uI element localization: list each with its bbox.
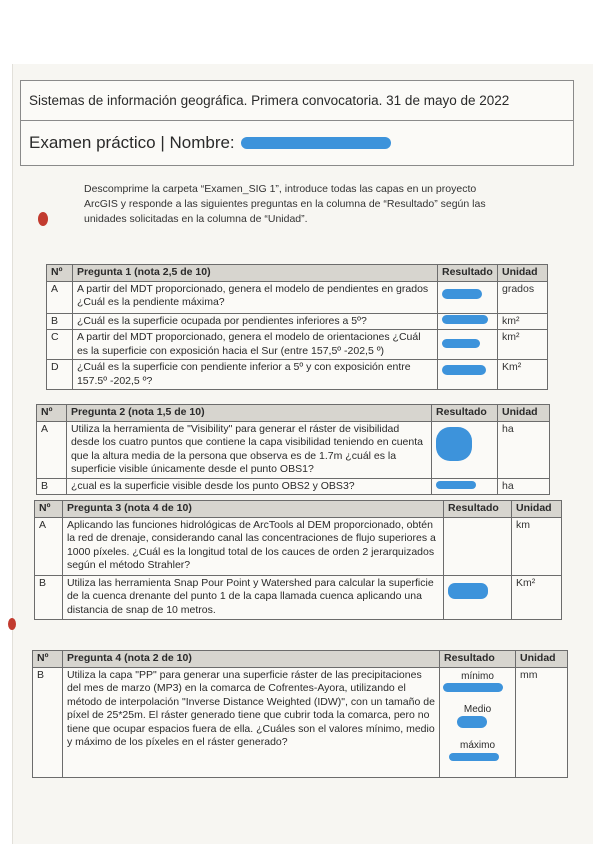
question-3-title: Pregunta 3 (nota 4 de 10) [62,501,443,518]
question-4-table [32,650,568,778]
question-text: ¿Cuál es la superficie ocupada por pendientes inferiores a 5º? [72,313,437,330]
unit-cell: km² [497,330,547,360]
col-result: Resultado [432,405,498,422]
col-unit: Unidad [516,651,568,668]
col-unit: Unidad [497,265,547,282]
answer-redaction [448,583,488,599]
row-id: B [33,667,63,777]
answer-redaction [442,365,486,375]
unit-cell: mm [516,667,568,777]
maximum-redaction [449,753,499,761]
unit-cell: km [512,517,562,575]
unit-cell: Km² [512,575,562,619]
question-4-title: Pregunta 4 (nota 2 de 10) [62,651,439,668]
row-id: D [47,360,73,390]
result-cell [438,281,498,313]
question-text: ¿cual es la superficie visible desde los punto OBS2 y OBS3? [66,478,431,495]
col-result: Resultado [444,501,512,518]
question-text: Utiliza la capa "PP" para generar una superficie ráster de las precipitaciones del mes de marzo (MP3) en la comarca de Cofrentes-Ayora, utilizando el método de interpolación "Inverse Distance Weighted (IDW)", con un tamaño de píxel de 25*25m. El ráster generado tiene que cubrir toda la comarca, pero no tiene que ocupar espacios fuera de ella. ¿Cuáles son el valores mínimo, medio y máximo de los píxeles en el ráster generado? [62,667,439,777]
mean-redaction [457,716,487,728]
result-cell [440,667,516,777]
question-text: A partir del MDT proporcionado, genera el modelo de orientaciones ¿Cuál es la superficie con exposición hacia el Sur (entre 157,5º -202,5 º) [72,330,437,360]
answer-redaction [442,339,480,348]
row-id: A [37,421,67,478]
row-id: A [35,517,63,575]
header-name-box [20,120,574,166]
result-cell [432,421,498,478]
col-unit: Unidad [512,501,562,518]
unit-cell: ha [498,421,550,478]
exam-name-label: Examen práctico | Nombre: [29,133,235,152]
row-id: C [47,330,73,360]
unit-cell: ha [498,478,550,495]
answer-redaction [436,427,472,461]
question-text: ¿Cuál es la superficie con pendiente inferior a 5º y con exposición entre 157.5º -202,5 º? [72,360,437,390]
result-cell [444,575,512,619]
header-title: Sistemas de información geográfica. Primera convocatoria. 31 de mayo de 2022 [29,93,510,108]
punch-hole-bottom [8,618,16,630]
result-cell [438,360,498,390]
row-id: B [47,313,73,330]
question-2-title: Pregunta 2 (nota 1,5 de 10) [66,405,431,422]
question-text: A partir del MDT proporcionado, genera el modelo de pendientes en grados ¿Cuál es la pendiente máxima? [72,281,437,313]
answer-redaction [442,289,482,299]
header-title-box [20,80,574,122]
row-id: B [35,575,63,619]
result-cell [438,330,498,360]
question-1-table [46,264,548,390]
col-result: Resultado [438,265,498,282]
instructions: Descomprime la carpeta “Examen_SIG 1”, introduce todas las capas en un proyecto ArcGIS y responde a las siguientes preguntas en la columna de “Resultado” según las unidades solicitadas en la columna de “Unidad”. [84,183,486,225]
name-redaction [241,137,391,149]
punch-hole-top [38,212,48,226]
answer-redaction [442,315,488,324]
minimum-label: mínimo [461,670,494,682]
row-id: B [37,478,67,495]
question-3-table [34,500,562,620]
row-id: A [47,281,73,313]
result-cell [432,478,498,495]
col-num: Nº [37,405,67,422]
question-2-table [36,404,550,495]
col-unit: Unidad [498,405,550,422]
result-cell [438,313,498,330]
col-num: Nº [47,265,73,282]
mean-label: Medio [463,703,492,715]
unit-cell: Km² [497,360,547,390]
result-cell [444,517,512,575]
maximum-label: máximo [460,739,496,751]
question-1-title: Pregunta 1 (nota 2,5 de 10) [72,265,437,282]
question-text: Utiliza la herramienta de "Visibility" para generar el ráster de visibilidad desde los cuatro puntos que contiene la capa visibilidad teniendo en cuenta que la altura media de la persona que observa es de 1.7m ¿cuál es la superficie visible únicamente desde el punto OBS1? [66,421,431,478]
answer-redaction [436,481,476,489]
minimum-redaction [443,683,503,692]
col-num: Nº [33,651,63,668]
question-text: Aplicando las funciones hidrológicas de ArcTools al DEM proporcionado, obtén la red de drenaje, considerando canal las concentraciones de flujo superiores a 1000 píxeles. ¿Cuál es la longitud total de los cauces de orden 2 jerarquizados según el método Strahler? [62,517,443,575]
unit-cell: km² [497,313,547,330]
question-text: Utiliza las herramienta Snap Pour Point y Watershed para calcular la superficie de la cuenca drenante del punto 1 de la capa llamada cuenca aplicando una distancia de snap de 10 metros. [62,575,443,619]
col-num: Nº [35,501,63,518]
col-result: Resultado [440,651,516,668]
unit-cell: grados [497,281,547,313]
